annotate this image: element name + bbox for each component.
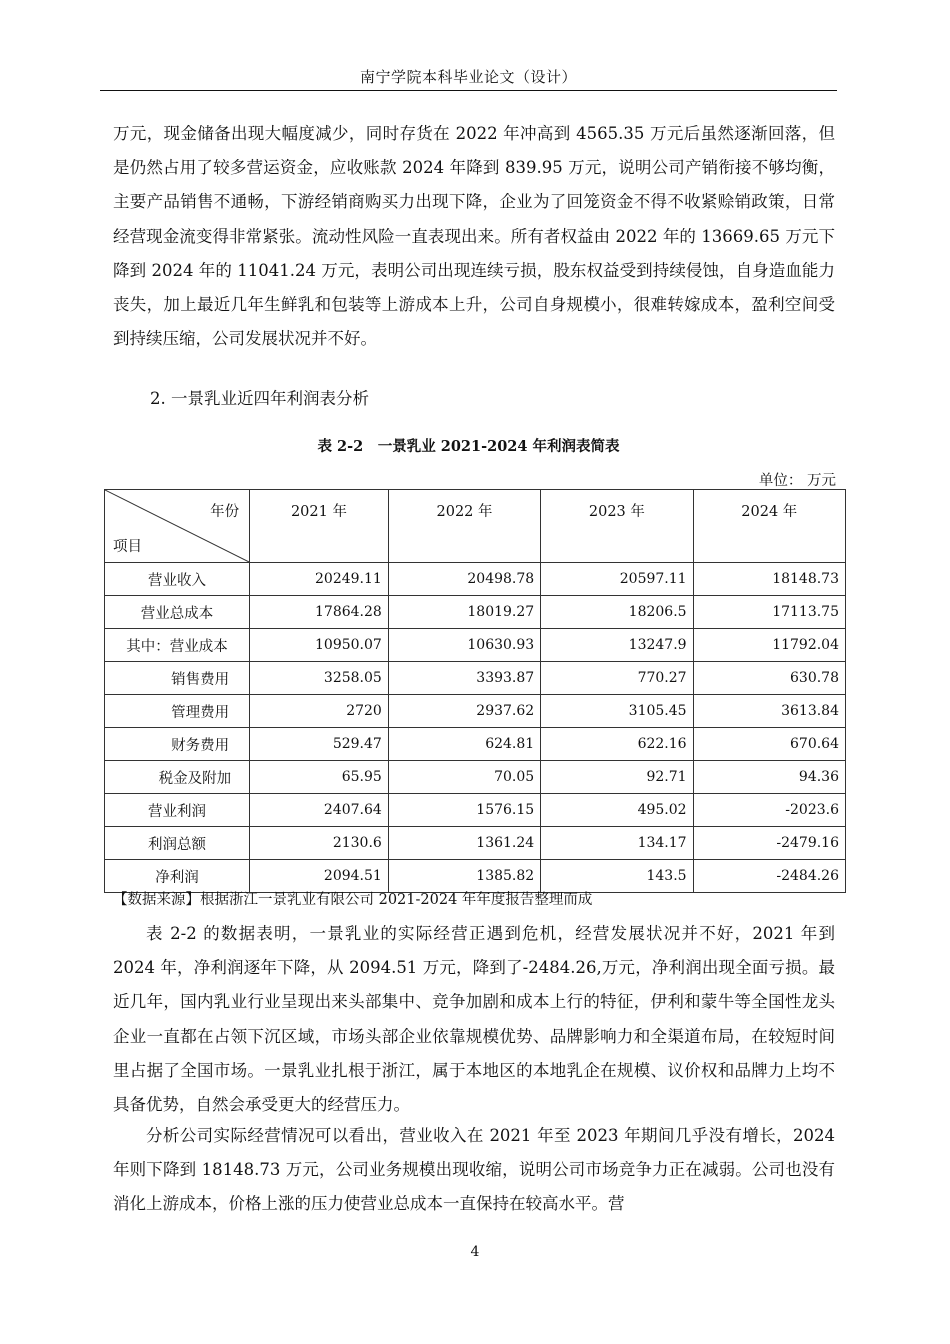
table-cell: 143.5 <box>541 860 693 893</box>
section-heading: 2. 一景乳业近四年利润表分析 <box>150 389 369 408</box>
table-row <box>105 827 846 860</box>
diagonal-header-cell <box>105 490 250 563</box>
table-row <box>105 761 846 794</box>
year-header: 2021 年 <box>250 490 389 563</box>
year-header: 2022 年 <box>388 490 540 563</box>
table-cell: 630.78 <box>693 662 845 695</box>
table-source-note: 【数据来源】根据浙江一景乳业有限公司 2021-2024 年年度报告整理而成 <box>113 892 593 908</box>
table-cell: 134.17 <box>541 827 693 860</box>
table-cell: 770.27 <box>541 662 693 695</box>
table-cell: 624.81 <box>388 728 540 761</box>
page-number: 4 <box>470 1244 480 1260</box>
income-statement-table <box>104 489 846 893</box>
table-cell: 17864.28 <box>250 596 389 629</box>
row-label: 营业总成本 <box>105 596 250 629</box>
row-label: 管理费用 <box>105 695 250 728</box>
page-header: 南宁学院本科毕业论文（设计） <box>359 68 577 86</box>
table-cell: 3258.05 <box>250 662 389 695</box>
table-cell: -2023.6 <box>693 794 845 827</box>
year-header: 2024 年 <box>693 490 845 563</box>
table-cell: 18206.5 <box>541 596 693 629</box>
table-header-row <box>105 490 846 563</box>
row-label: 利润总额 <box>105 827 250 860</box>
paragraph-analysis: 表 2-2 的数据表明，一景乳业的实际经营正遇到危机，经营发展状况并不好，2021 年到 2024 年，净利润逐年下降，从 2094.51 万元，降到了-2484.26,万元，净利润出现全面亏损。最近几年，国内乳业行业呈现出来头部集中、竞争加剧和成本上行的特征，伊利和蒙牛等全国性龙头企业一直都在占领下沉区域，市场头部企业依靠规模优势、品牌影响力和全渠道布局，在较短时间里占据了全国市场。一景乳业扎根于浙江，属于本地区的本地乳企在规模、议价权和品牌力上均不具备优势，自然会承受更大的经营压力。 <box>113 924 835 1115</box>
table-cell: 2130.6 <box>250 827 389 860</box>
table-cell: 10950.07 <box>250 629 389 662</box>
header-item-label: 项目 <box>113 539 142 555</box>
table-cell: 1361.24 <box>388 827 540 860</box>
table-unit: 单位： 万元 <box>758 473 836 489</box>
table-row <box>105 662 846 695</box>
table-cell: 18019.27 <box>388 596 540 629</box>
row-label: 营业利润 <box>105 794 250 827</box>
table-cell: 10630.93 <box>388 629 540 662</box>
table-cell: 3613.84 <box>693 695 845 728</box>
row-label: 销售费用 <box>105 662 250 695</box>
table-cell: 20597.11 <box>541 563 693 596</box>
row-label: 其中：营业成本 <box>105 629 250 662</box>
table-cell: 495.02 <box>541 794 693 827</box>
table-cell: 65.95 <box>250 761 389 794</box>
table-cell: 20498.78 <box>388 563 540 596</box>
header-year-label: 年份 <box>210 504 240 520</box>
table-cell: 18148.73 <box>693 563 845 596</box>
table-cell: 2407.64 <box>250 794 389 827</box>
table-cell: 2094.51 <box>250 860 389 893</box>
table-cell: 2720 <box>250 695 389 728</box>
table-cell: 2937.62 <box>388 695 540 728</box>
table-row <box>105 728 846 761</box>
table-cell: 70.05 <box>388 761 540 794</box>
table-cell: 13247.9 <box>541 629 693 662</box>
table-row <box>105 596 846 629</box>
row-label: 税金及附加 <box>105 761 250 794</box>
paragraph-operations: 分析公司实际经营情况可以看出，营业收入在 2021 年至 2023 年期间几乎没有增长，2024 年则下降到 18148.73 万元，公司业务规模出现收缩，说明公司市场竞争力正在减弱。公司也没有消化上游成本，价格上涨的压力使营业总成本一直保持在较高水平。营 <box>113 1126 835 1214</box>
row-label: 营业收入 <box>105 563 250 596</box>
table-cell: 670.64 <box>693 728 845 761</box>
table-cell: 622.16 <box>541 728 693 761</box>
table-cell: 94.36 <box>693 761 845 794</box>
table-cell: 11792.04 <box>693 629 845 662</box>
row-label: 财务费用 <box>105 728 250 761</box>
table-row <box>105 695 846 728</box>
table-cell: 3393.87 <box>388 662 540 695</box>
header-divider <box>100 90 837 91</box>
table-row <box>105 563 846 596</box>
table-row <box>105 794 846 827</box>
table-cell: 1385.82 <box>388 860 540 893</box>
table-caption: 表 2-2 一景乳业 2021-2024 年利润表简表 <box>317 438 620 455</box>
row-label: 净利润 <box>105 860 250 893</box>
paragraph-liquidity: 万元，现金储备出现大幅度减少，同时存货在 2022 年冲高到 4565.35 万元后虽然逐渐回落，但是仍然占用了较多营运资金，应收账款 2024 年降到 839.95 万元，说明公司产销衔接不够均衡，主要产品销售不通畅，下游经销商购买力出现下降，企业为了回笼资金不得不收紧赊销政策，日常经营现金流变得非常紧张。流动性风险一直表现出来。所有者权益由 2022 年的 13669.65 万元下降到 2024 年的 11041.24 万元，表明公司出现连续亏损，股东权益受到持续侵蚀，自身造血能力丧失，加上最近几年生鲜乳和包装等上游成本上升，公司自身规模小，很难转嫁成本，盈利空间受到持续压缩，公司发展状况并不好。 <box>113 124 835 349</box>
table-cell: 529.47 <box>250 728 389 761</box>
table-cell: -2484.26 <box>693 860 845 893</box>
table-cell: 17113.75 <box>693 596 845 629</box>
table-cell: 92.71 <box>541 761 693 794</box>
table-cell: 3105.45 <box>541 695 693 728</box>
table-cell: 1576.15 <box>388 794 540 827</box>
year-header: 2023 年 <box>541 490 693 563</box>
table-cell: 20249.11 <box>250 563 389 596</box>
table-cell: -2479.16 <box>693 827 845 860</box>
table-row <box>105 629 846 662</box>
